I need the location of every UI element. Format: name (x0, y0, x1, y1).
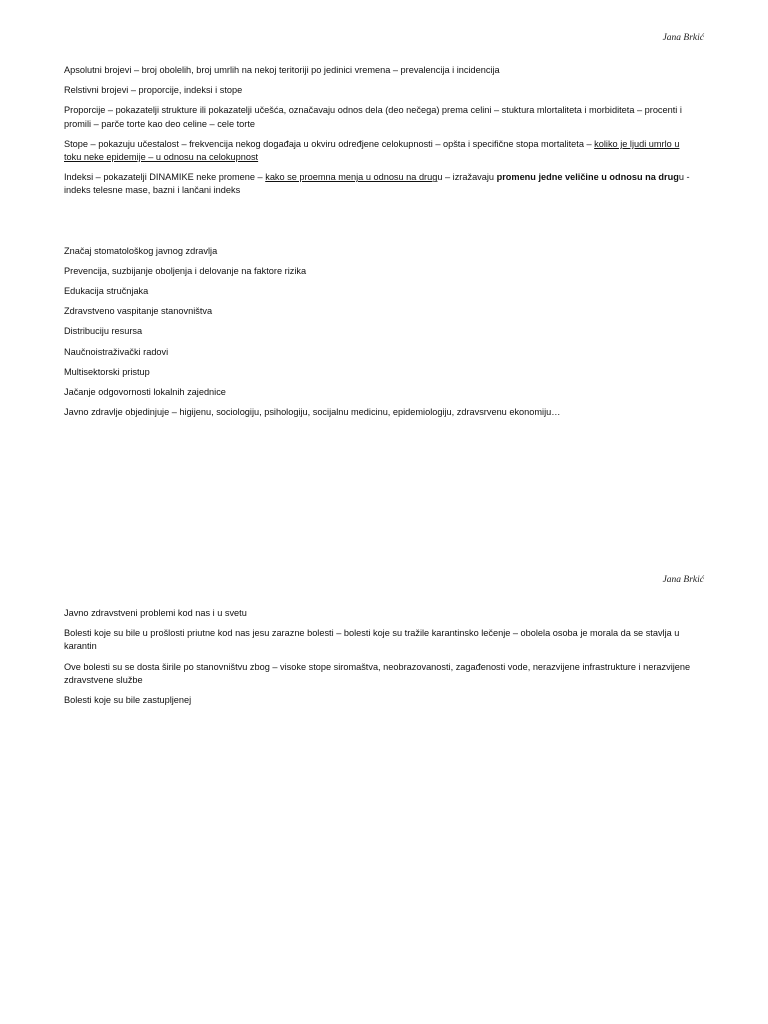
list-item: Distribuciju resursa (64, 326, 143, 337)
paragraph-javno-zdravstveni-problemi: Javno zdravstveni problemi kod nas i u svetu (64, 608, 247, 618)
text-run: u – izražavaju (437, 172, 497, 183)
list-item: Multisektorski pristup (64, 366, 150, 377)
paragraph-proporcije: Proporcije – pokazatelji strukture ili pokazatelji učešća, označavaju odnos dela (deo nečega) prema celini – stuktura mlortaliteta i morbiditeta – procenti i promili – parče torte kao deo celine – cele torte (64, 105, 682, 129)
underlined-text: koliko je ljudi umrlo u toku neke epidemije – u odnosu na celokupnost (64, 138, 680, 163)
page-header-author: Jana Brkić (662, 575, 704, 585)
underlined-text: kako se proemna menja u odnosu na drug (265, 172, 438, 183)
list-item: Edukacija stručnjaka (64, 286, 149, 297)
list-item: Zdravstveno vaspitanje stanovništva (64, 306, 213, 317)
document-page-2 (0, 540, 768, 1024)
list-item: Javno zdravlje objedinjuje – higijenu, sociologiju, psihologiju, socijalnu medicinu, epidemiologiju, zdravsrvenu ekonomiju… (64, 407, 561, 418)
text-run: u - indeks telesne mase, bazni i lančani indeks (64, 172, 690, 196)
bold-text: promenu jedne veličine u odnosu na drug (496, 172, 679, 183)
paragraph-zarazne-bolesti: Bolesti koje su bile u prošlosti priutne kod nas jesu zarazne bolesti – bolesti koje su tražile karantinsko lečenje – obolela osoba je morala da se stavlja u karantin (64, 628, 680, 652)
paragraph-sirenje-bolesti: Ove bolesti su se dosta širile po stanovništvu zbog – visoke stope siromaštva, neobrazovanosti, zagađenosti vode, nerazvijene infrastrukture i nerazvijene zdravstvene službe (64, 661, 691, 685)
blank-space (64, 205, 696, 245)
paragraph-apsolutni-brojevi: Apsolutni brojevi – broj obolelih, broj umrlih na nekoj teritoriji po jedinici vremena – prevalencija i incidencija (64, 65, 500, 75)
paragraph-relativni-brojevi: Relstivni brojevi – proporcije, indeksi i stope (64, 85, 243, 96)
paragraph-indeksi (64, 171, 696, 197)
text-run: Stope – pokazuju učestalost – frekvencija nekog događaja u okviru određjene celokupnosti – opšta i specifične stopa mortaliteta – (64, 138, 595, 149)
list-item: Prevencija, suzbijanje oboljenja i delovanje na faktore rizika (64, 265, 307, 276)
paragraph-zastupljene-bolesti: Bolesti koje su bile zastupljenej (64, 695, 192, 706)
list-item: Značaj stomatološkog javnog zdravlja (64, 245, 218, 256)
text-run: Indeksi – pokazatelji DINAMIKE neke promene – (64, 172, 266, 183)
page-body (64, 607, 696, 714)
page-header-author: Jana Brkić (662, 33, 704, 43)
list-item: Naučnoistraživački radovi (64, 346, 169, 357)
paragraph-stope (64, 138, 696, 164)
page-body (64, 64, 696, 426)
list-item: Jačanje odgovornosti lokalnih zajednice (64, 387, 226, 398)
